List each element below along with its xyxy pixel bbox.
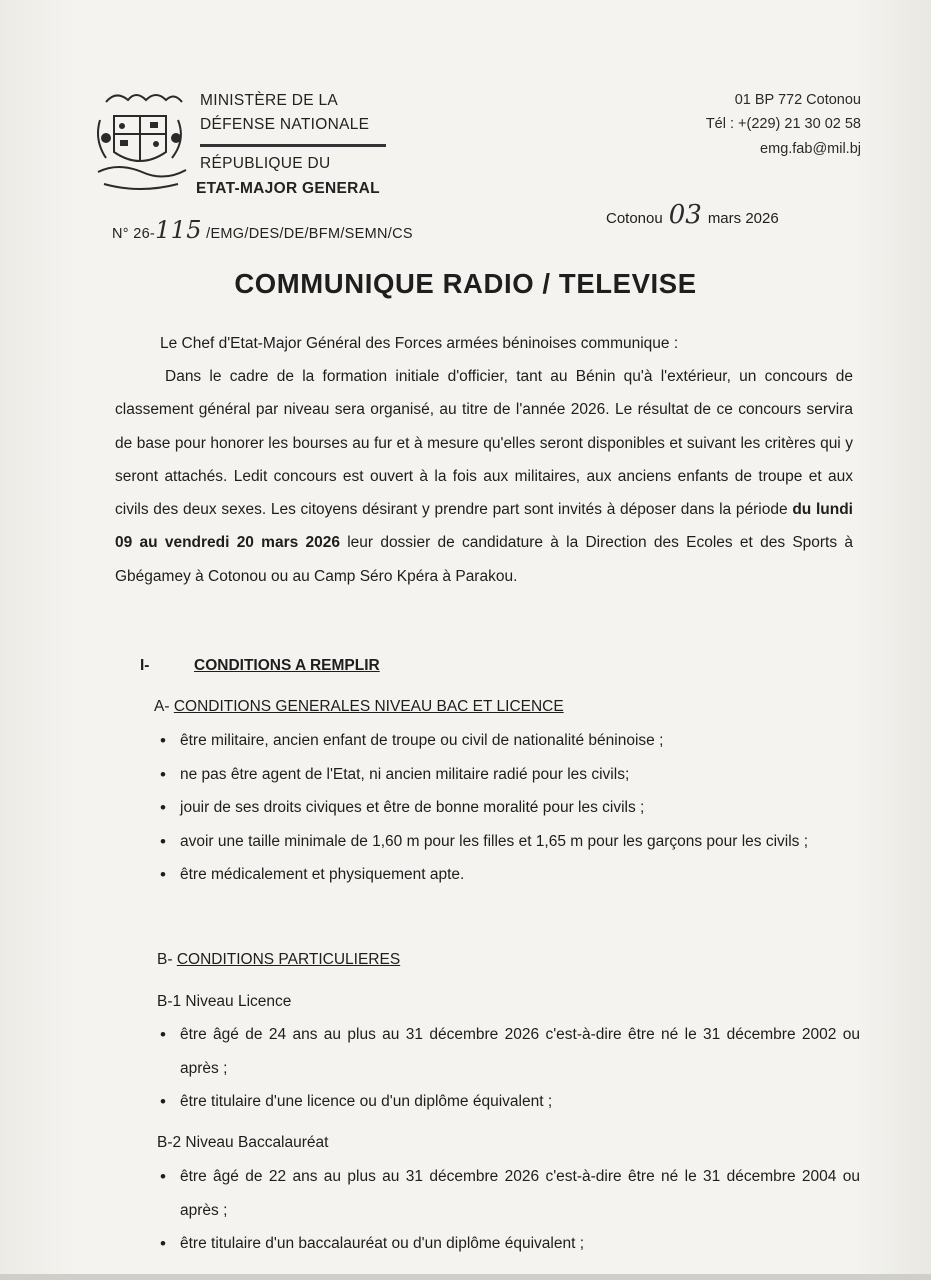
subsection-b-heading: B- CONDITIONS PARTICULIERES: [157, 951, 401, 968]
phone-number: Tél : +(229) 21 30 02 58: [705, 116, 861, 132]
handwritten-day: 03: [668, 200, 702, 230]
section-i-title: CONDITIONS A REMPLIR: [194, 657, 380, 674]
list-item: • être médicalement et physiquement apte.: [160, 858, 860, 892]
etat-major-line: ETAT-MAJOR GENERAL: [196, 180, 380, 197]
list-item: • être âgé de 22 ans au plus au 31 décembre 2026 c'est-à-dire être né le 31 décembre 2004 ou après ;: [160, 1160, 860, 1227]
email-address: emg.fab@mil.bj: [760, 141, 861, 157]
b1-heading: B-1 Niveau Licence: [157, 993, 292, 1010]
b2-conditions-list: [160, 1160, 860, 1261]
ministry-line-1: MINISTÈRE DE LA: [200, 92, 338, 109]
republic-line: RÉPUBLIQUE DU: [200, 155, 331, 172]
handwritten-ref: 115: [155, 216, 202, 244]
list-item: • être titulaire d'une licence ou d'un diplôme équivalent ;: [160, 1085, 860, 1119]
scan-edge: [0, 1274, 931, 1280]
list-item: • avoir une taille minimale de 1,60 m pour les filles et 1,65 m pour les garçons pour les civils ;: [160, 825, 860, 859]
list-item: • être militaire, ancien enfant de troupe ou civil de nationalité béninoise ;: [160, 724, 860, 758]
reference-number: N° 26-115 /EMG/DES/DE/BFM/SEMN/CS: [112, 216, 413, 244]
date-line: Cotonou 03 mars 2026: [606, 200, 779, 230]
subsection-a-heading: A- CONDITIONS GENERALES NIVEAU BAC ET LICENCE: [154, 698, 564, 715]
ministry-line-2: DÉFENSE NATIONALE: [200, 116, 370, 133]
list-item: • jouir de ses droits civiques et être de bonne moralité pour les civils ;: [160, 791, 860, 825]
document-title: COMMUNIQUE RADIO / TELEVISE: [234, 268, 697, 299]
b1-conditions-list: [160, 1018, 860, 1119]
header-divider: [200, 144, 386, 147]
intro-line: Le Chef d'Etat-Major Général des Forces armées béninoises communique :: [160, 335, 679, 352]
list-item: • être titulaire d'un baccalauréat ou d'un diplôme équivalent ;: [160, 1227, 860, 1261]
general-conditions-list: [160, 724, 860, 892]
section-i-number: I-: [140, 657, 150, 674]
postal-address: 01 BP 772 Cotonou: [734, 92, 861, 108]
coat-of-arms-emblem: [92, 86, 192, 194]
list-item: • être âgé de 24 ans au plus au 31 décembre 2026 c'est-à-dire être né le 31 décembre 2002 ou après ;: [160, 1018, 860, 1085]
b2-heading: B-2 Niveau Baccalauréat: [157, 1134, 329, 1151]
list-item: • ne pas être agent de l'Etat, ni ancien militaire radié pour les civils;: [160, 758, 860, 792]
main-paragraph: Dans le cadre de la formation initiale d'officier, tant au Bénin qu'à l'extérieur, un concours de classement général par niveau sera organisé, au titre de l'année 2026. Le résultat de ce concours servira de base pour honorer les bourses au fur et à mesure qu'elles seront disponibles et suivant les critères qui y seront attachés. Ledit concours est ouvert à la fois aux militaires, aux anciens enfants de troupe et aux civils des deux sexes. Les citoyens désirant y prendre part sont invités à déposer dans la période du lundi 09 au vendredi 20 mars 2026 leur dossier de candidature à la Direction des Ecoles et des Sports à Gbégamey à Cotonou ou au Camp Séro Kpéra à Parakou.: [115, 368, 853, 585]
